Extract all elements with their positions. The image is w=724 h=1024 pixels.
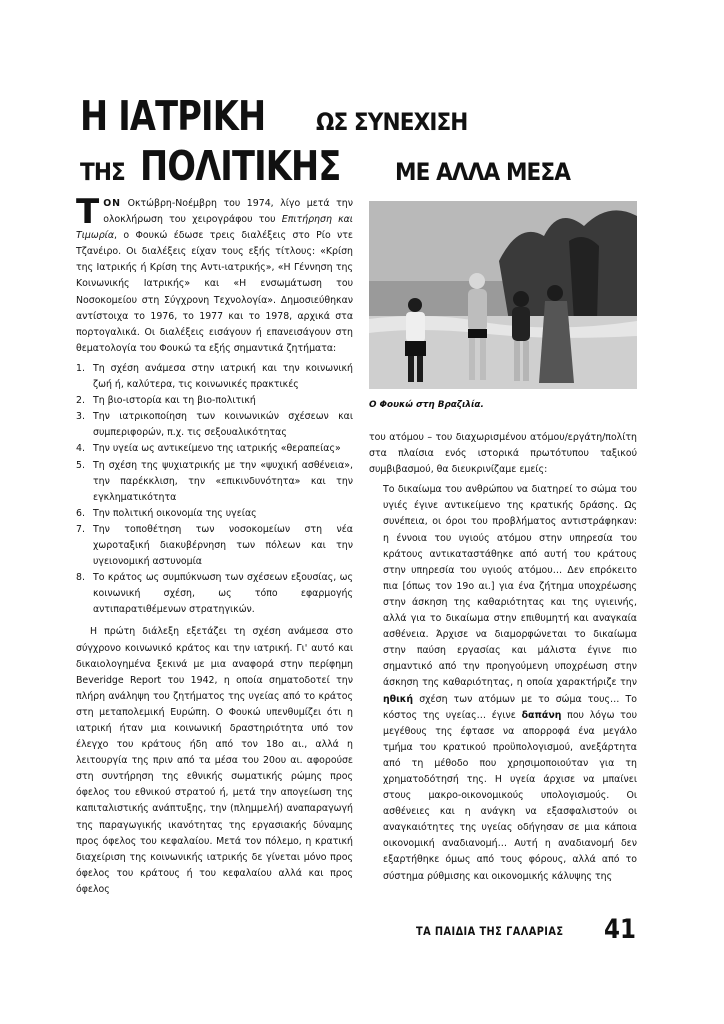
title-big-1: Η ΙΑΤΡΙΚΗ (80, 92, 266, 140)
list-item-text: Τη σχέση ανάμεσα στην ιατρική και την κοινωνική ζωή ή, καλύτερα, τις κοινωνικές πρακτικές (93, 362, 353, 391)
quote-text-b: σχέση των ατόμων με το σώμα τους… Το κόστος της υγείας… έγινε (383, 693, 637, 721)
title-small-1: ΩΣ ΣΥΝΕΧΙΣΗ (316, 108, 468, 136)
list-item-text: Το κράτος ως συμπύκνωση των σχέσεων εξουσίας, ως κοινωνική σχέση, ως τόπο εφαρμογής αντιπαρατιθέμενων στρατηγικών. (93, 572, 353, 616)
beach-photo-illustration (369, 201, 637, 389)
list-item-text: Την ιατρικοποίηση των κοινωνικών σχέσεων και συμπεριφορών, π.χ. τις σεξουαλικότητας (93, 411, 353, 439)
intro-text-b: , ο Φουκώ έδωσε τρεις διαλέξεις στο Ρίο ντε Τζανέιρο. Οι διαλέξεις είχαν τους εξής τίτλους: «Κρίση της Ιατρικής ή Κρίση της Αντι-ιατρικής», «Η Γέννηση της Κοινωνικής Ιατρικής» και «Η ενσωμάτωση του Νοσοκομείου στη Σύγχρονη Τεχνολογία». Δημοσιεύθηκαν αντίστοιχα το 1976, το 1977 και το 1978, αρχικά στα πορτογαλικά. Οι διαλέξεις εισάγουν ή επανεισάγουν στη θεματολογία του Φουκώ τα εξής σημαντικά ζητήματα: (76, 230, 353, 354)
list-item-number: 2. (76, 395, 85, 407)
list-item-text: Την υγεία ως αντικείμενο της ιατρικής «θεραπείας» (93, 443, 341, 455)
list-item (76, 522, 353, 570)
intro-paragraph (76, 192, 353, 357)
list-item-number: 3. (76, 411, 85, 423)
body-paragraph-right: του ατόμου – του διαχωρισμένου ατόμου/εργάτη/πολίτη στα πλαίσια ενός ιστορικά πρωτότυπου ταξικού συμβιβασμού, θα διευκρινίζαμε εμείς: (369, 432, 637, 476)
list-item-text: Την πολιτική οικονομία της υγείας (93, 507, 257, 519)
quote-text-c: που λόγω του μεγέθους της έφτασε να απορροφά ένα μεγάλο τμήμα του κρατικού προϋπολογισμού, ανεξάρτητα από τη μέθοδο που χρησιμοποιούταν για τη χρηματοδότησή της. Η υγεία άρχισε να μπαίνει στους μακρο-οικονομικούς υπολογισμούς. Οι ασθένειες και η ανάγκη να εξασφαλιστούν οι αναγκαιότητες της υγείας οδήγησαν σε μια κάποια οικονομική αναδιανομή… Αυτή η αναδιανομή δεν εξαρτήθηκε όμως από τους φόρους, αλλά από το σύστημα ρύθμισης και οικονομικής κάλυψης της (383, 709, 637, 882)
list-item-number: 7. (76, 523, 85, 535)
title-small-2b: ΜΕ ΑΛΛΑ ΜΕΣΑ (394, 158, 570, 186)
list-item-number: 5. (76, 459, 85, 471)
body-paragraph-left: Η πρώτη διάλεξη εξετάζει τη σχέση ανάμεσα στο σύγχρονο κοινωνικό κράτος και την ιατρική. Γι' αυτό και δικαιολογημένα ξεκινά με μια αναφορά στην περίφημη Beveridge Report του 1942, η οποία σηματοδοτεί την πλήρη ανάληψη του ζητήματος της υγείας από το κράτος στη μεταπολεμική Ευρώπη. Ο Φουκώ υπενθυμίζει ότι η ιατρική ήταν μια κοινωνική δραστηριότητα υπό τον έλεγχο του κράτους ήδη από τον 18ο αι., αλλά η λειτουργία της πριν από τα μέσα του 20ου αι. αφορούσε στη συντήρηση της εθνικής σωματικής ρώμης προς όφελος του εθνικού στρατού ή, μετά την απογείωση της καπιταλιστικής ανάπτυξης, την (πλημμελή) αναπαραγωγή της παραγωγικής ικανότητας της εργασιακής δύναμης προς όφελος του κεφαλαίου. Μετά τον πόλεμο, η κρατική διαχείριση της κοινωνικής ιατρικής δε γίνεται μόνο προς όφελος του κράτους ή του κεφαλαίου αλλά και προς όφελος (76, 626, 353, 895)
list-item (76, 570, 353, 618)
foucault-photo (369, 201, 637, 389)
list-item-text: Την τοποθέτηση των νοσοκομείων στη νέα χωροταξική διακυβέρνηση των πόλεων και την υγειονομική αστυνομία (93, 523, 353, 568)
book-title: Επιτήρηση και Τιμωρία (76, 214, 353, 242)
list-item (76, 441, 353, 457)
drop-cap: Τ (76, 192, 100, 232)
title-small-2a: ΤΗΣ (80, 158, 125, 186)
list-item-number: 8. (76, 572, 85, 584)
page-number: 41 (604, 914, 636, 945)
magazine-name: ΤΑ ΠΑΙΔΙΑ ΤΗΣ ΓΑΛΑΡΙΑΣ (416, 924, 564, 938)
topics-list (76, 361, 353, 619)
list-item-number: 6. (76, 507, 85, 519)
list-item (76, 361, 353, 393)
right-column (369, 430, 637, 885)
title-big-2: ΠΟΛΙΤΙΚΗΣ (140, 142, 341, 190)
list-item (76, 506, 353, 522)
intro-text-a: Οκτώβρη-Νοέμβρη του 1974, λίγο μετά την ολοκλήρωση του χειρογράφου του (103, 198, 353, 226)
title-line-2 (80, 142, 589, 190)
title-line-1 (80, 92, 484, 140)
lead-word: ΟΝ (103, 198, 122, 209)
list-item-number: 4. (76, 443, 85, 455)
list-item-text: Τη βιο-ιστορία και τη βιο-πολιτική (93, 395, 256, 407)
quote-bold-expense: δαπάνη (521, 709, 562, 721)
quote-text-a: Το δικαίωμα του ανθρώπου να διατηρεί το σώμα του υγιές έγινε αντικείμενο της κρατικής δράσης. Ως συνέπεια, οι όροι του προβλήματος αντιστράφηκαν: η έννοια του υγιούς ατόμου στην υπηρεσία του κράτους αντικαταστάθηκε από αυτή του κράτους στην υπηρεσία του υγιούς ατόμου… Δεν επρόκειτο πια [όπως τον 19ο αι.] για ένα ζήτημα υποχρέωσης στην άσκηση της καθαριότητας και της υγιεινής, αλλά για το δικαίωμα στην επιθυμητή και αναγκαία ασθένεια. Άρχισε να διαμορφώνεται το δικαίωμα στην παύση εργασίας και μάλιστα έγινε πιο σημαντικό από την προηγούμενη υποχρέωση στην άσκηση της καθαριότητας, η οποία χαρακτήριζε την (383, 484, 637, 689)
list-item-text: Τη σχέση της ψυχιατρικής με την «ψυχική ασθένεια», την παρέκκλιση, την «επικινδυνότητα» και την εγκληματικότητα (93, 459, 353, 503)
photo-caption: Ο Φουκώ στη Βραζιλία. (369, 400, 484, 410)
quote-bold-ethics: ηθική (383, 693, 414, 705)
block-quote (369, 482, 637, 884)
list-item (76, 393, 353, 409)
left-column (76, 192, 353, 898)
list-item-number: 1. (76, 362, 85, 374)
list-item (76, 409, 353, 441)
list-item (76, 458, 353, 506)
